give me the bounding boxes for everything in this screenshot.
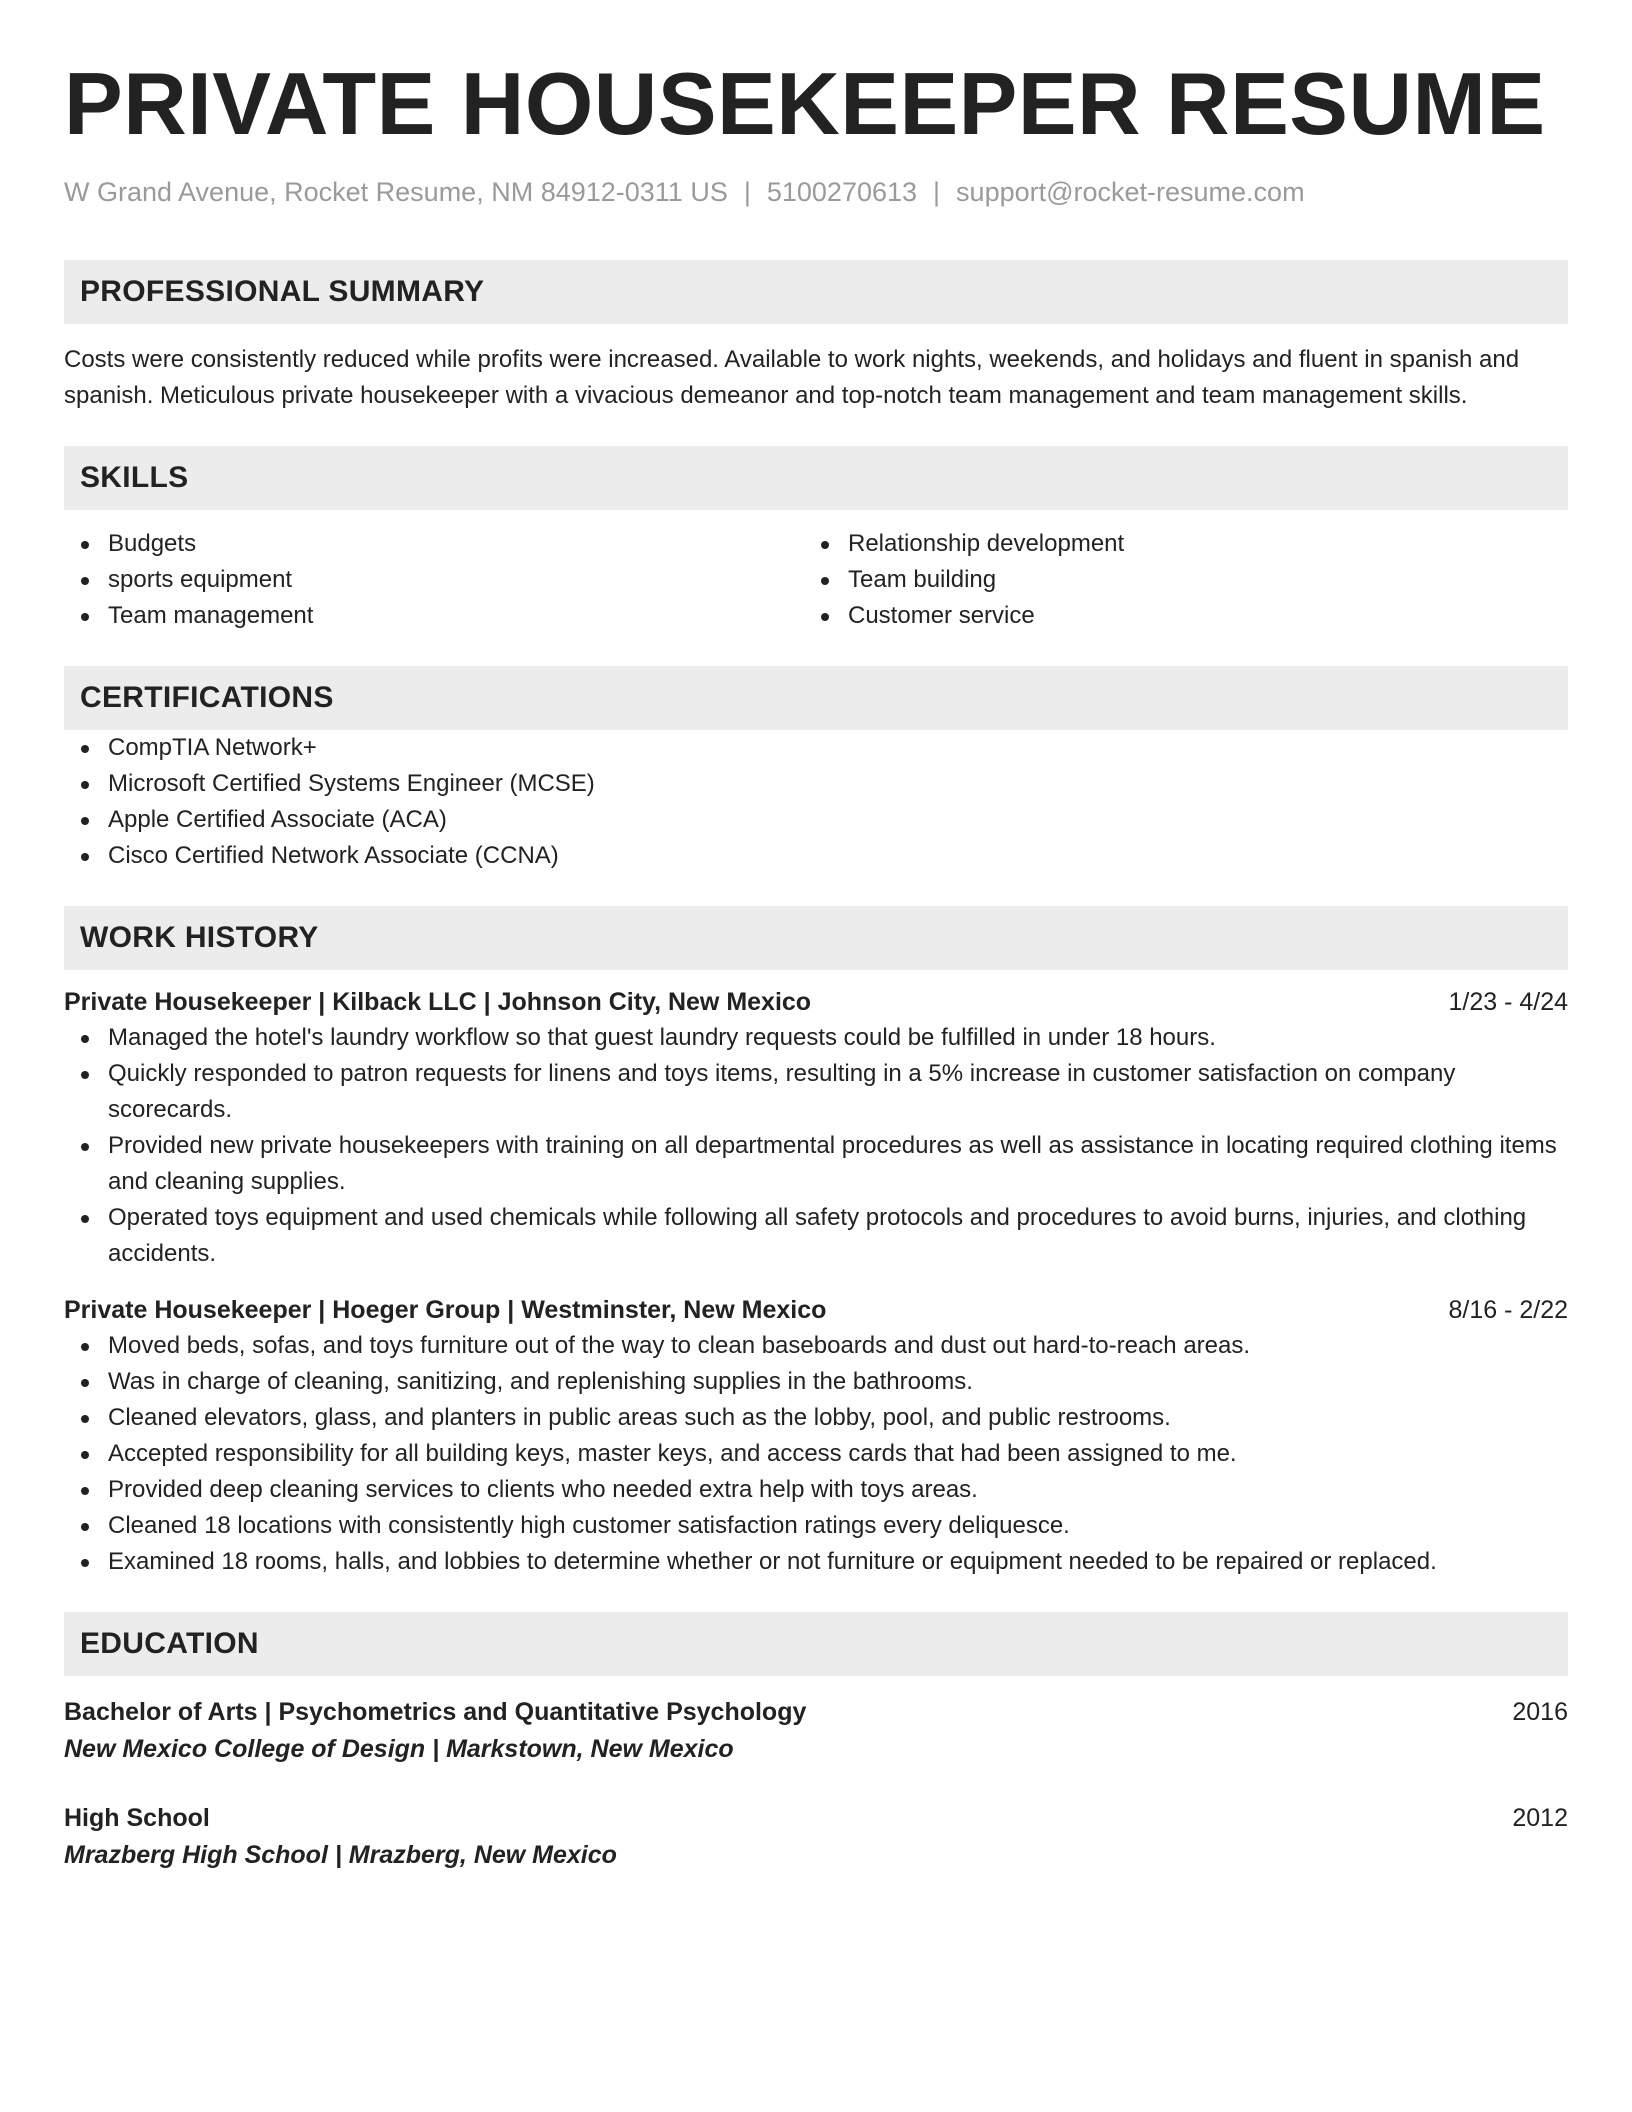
- job-bullets: [64, 1020, 1568, 1272]
- education-entry: [64, 1694, 1568, 1768]
- job-bullet: Managed the hotel's laundry workflow so that guest laundry requests could be fulfilled in under 18 hours.: [64, 1020, 1568, 1056]
- job-bullet: Accepted responsibility for all building keys, master keys, and access cards that had been assigned to me.: [64, 1436, 1568, 1472]
- job-bullet: Examined 18 rooms, halls, and lobbies to determine whether or not furniture or equipment needed to be repaired or replaced.: [64, 1544, 1568, 1580]
- section-heading-summary: PROFESSIONAL SUMMARY: [64, 260, 1568, 324]
- section-heading-skills: SKILLS: [64, 446, 1568, 510]
- education-entry: [64, 1800, 1568, 1874]
- job-bullet: Provided deep cleaning services to clients who needed extra help with toys areas.: [64, 1472, 1568, 1508]
- education-year: 2016: [1512, 1698, 1568, 1726]
- skill-item: Customer service: [804, 598, 1544, 634]
- education-header: [64, 1800, 1568, 1836]
- skills-grid: [64, 526, 1568, 634]
- resume-title: PRIVATE HOUSEKEEPER RESUME: [64, 54, 1546, 153]
- contact-email: support@rocket-resume.com: [956, 177, 1305, 207]
- certification-item: Microsoft Certified Systems Engineer (MCSE): [64, 766, 1568, 802]
- contact-address: W Grand Avenue, Rocket Resume, NM 84912-0311 US: [64, 177, 728, 207]
- skill-item: Budgets: [64, 526, 804, 562]
- job-bullets: [64, 1328, 1568, 1580]
- education-school: Mrazberg High School | Mrazberg, New Mexico: [64, 1841, 617, 1869]
- job-bullet: Cleaned 18 locations with consistently high customer satisfaction ratings every deliquesce.: [64, 1508, 1568, 1544]
- contact-separator: |: [743, 177, 751, 207]
- section-heading-education: EDUCATION: [64, 1612, 1568, 1676]
- job-bullet: Was in charge of cleaning, sanitizing, and replenishing supplies in the bathrooms.: [64, 1364, 1568, 1400]
- job-header: [64, 1292, 1568, 1328]
- skill-item: Team management: [64, 598, 804, 634]
- certification-item: Cisco Certified Network Associate (CCNA): [64, 838, 1568, 874]
- contact-phone: 5100270613: [766, 177, 918, 207]
- job-bullet: Cleaned elevators, glass, and planters in public areas such as the lobby, pool, and public restrooms.: [64, 1400, 1568, 1436]
- job-title: Private Housekeeper | Hoeger Group | Westminster, New Mexico: [64, 1296, 827, 1324]
- job-bullet: Quickly responded to patron requests for linens and toys items, resulting in a 5% increase in customer satisfaction on company scorecards.: [64, 1056, 1568, 1128]
- section-heading-work-history: WORK HISTORY: [64, 906, 1568, 970]
- certification-item: CompTIA Network+: [64, 730, 1568, 766]
- job-bullet: Operated toys equipment and used chemicals while following all safety protocols and procedures to avoid burns, injuries, and clothing accidents.: [64, 1200, 1568, 1272]
- skill-item: Team building: [804, 562, 1544, 598]
- skill-item: Relationship development: [804, 526, 1544, 562]
- certification-item: Apple Certified Associate (ACA): [64, 802, 1568, 838]
- contact-line: [64, 174, 1568, 210]
- certifications-list: [64, 730, 1568, 874]
- job-bullet: Moved beds, sofas, and toys furniture out of the way to clean baseboards and dust out hard-to-reach areas.: [64, 1328, 1568, 1364]
- job-title: Private Housekeeper | Kilback LLC | Johnson City, New Mexico: [64, 988, 812, 1016]
- skills-column-right: [804, 526, 1544, 634]
- education-header: [64, 1694, 1568, 1730]
- skill-item: sports equipment: [64, 562, 804, 598]
- contact-separator: |: [933, 177, 941, 207]
- job-dates: 8/16 - 2/22: [1448, 1296, 1568, 1324]
- education-degree: Bachelor of Arts | Psychometrics and Quantitative Psychology: [64, 1698, 807, 1726]
- job-bullet: Provided new private housekeepers with training on all departmental procedures as well as assistance in locating required clothing items and cleaning supplies.: [64, 1128, 1568, 1200]
- education-year: 2012: [1512, 1804, 1568, 1832]
- job-dates: 1/23 - 4/24: [1448, 988, 1568, 1016]
- education-degree: High School: [64, 1804, 210, 1832]
- section-heading-certifications: CERTIFICATIONS: [64, 666, 1568, 730]
- skills-column-left: [64, 526, 804, 634]
- education-school: New Mexico College of Design | Markstown, New Mexico: [64, 1735, 734, 1763]
- summary-text: Costs were consistently reduced while profits were increased. Available to work nights, weekends, and holidays and fluent in spanish and spanish. Meticulous private housekeeper with a vivacious demeanor and top-notch team management and team management skills.: [64, 346, 1520, 409]
- job-header: [64, 984, 1568, 1020]
